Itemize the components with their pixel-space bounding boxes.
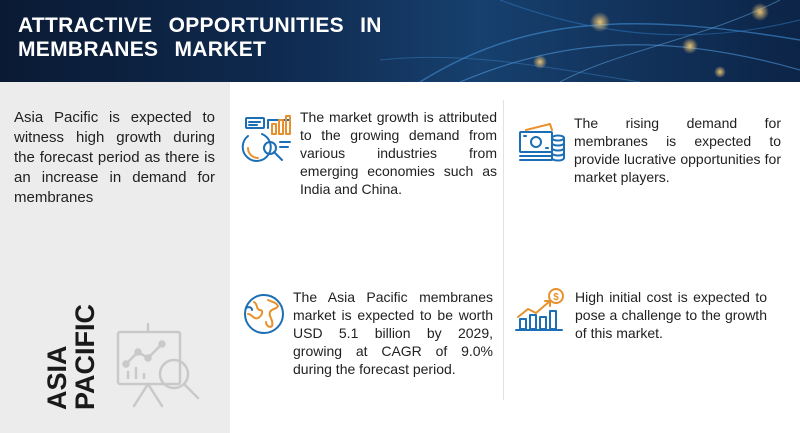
header-banner: [0, 0, 800, 82]
region-label: [22, 304, 100, 412]
page-title: ATTRACTIVE OPPORTUNITIES IN MEMBRANES MARKET: [18, 14, 382, 61]
vertical-divider: [503, 100, 504, 400]
region-summary-text: Asia Pacific is expected to witness high growth during the forecast period as there is an increase in demand for membranes: [14, 109, 215, 206]
region-label-line1: ASIA: [42, 345, 72, 410]
card-rising-demand-text: The rising demand for membranes is expected to provide lucrative opportunities for market players.: [574, 115, 781, 185]
card-market-value-text: The Asia Pacific membranes market is expected to be worth USD 5.1 billion by 2029, growing at CAGR of 9.0% during the forecast period.: [293, 289, 493, 377]
dollar-glyph: $: [553, 292, 559, 303]
cost-growth-chart-icon: [514, 287, 570, 333]
money-stack-icon: [516, 118, 568, 170]
card-challenge-text: High initial cost is expected to pose a challenge to the growth of this market.: [575, 289, 767, 341]
region-label-line2: PACIFIC: [70, 304, 100, 410]
presentation-analytics-icon: [112, 318, 212, 410]
globe-icon: [240, 290, 288, 338]
analytics-icon: [240, 112, 296, 168]
card-market-growth-text: The market growth is attributed to the growing demand from various industries from emerging economies such as India and China.: [300, 109, 497, 197]
